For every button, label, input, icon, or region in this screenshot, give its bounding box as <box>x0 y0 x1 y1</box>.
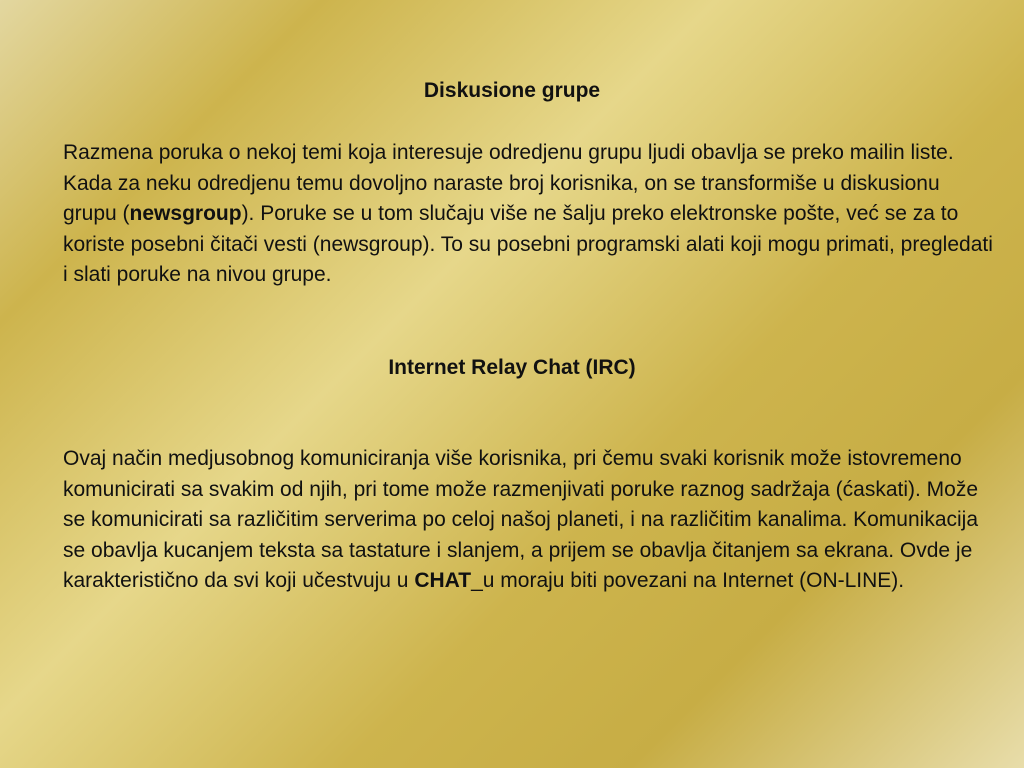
bold-term-chat: CHAT <box>414 569 472 593</box>
paragraph-text: Razmena poruka o nekoj temi koja interesuje odredjenu grupu ljudi obavlja se preko mailin liste. Kada za neku odredjenu temu dovoljno naraste broj korisnika, on se transformiše u diskusionu grupu ( <box>63 141 954 226</box>
heading-irc: Internet Relay Chat (IRC) <box>388 356 636 379</box>
paragraph-text: Ovaj način medjusobnog komuniciranja više korisnika, pri čemu svaki korisnik može istovremeno komunicirati sa svakim od njih, pri tome može razmenjivati poruke raznog sadržaja (ćaskati). Može se komunicirati sa različitim serverima po celoj našoj planeti, i na različitim kanalima. Komunikacija se obavlja kucanjem teksta sa tastature i slanjem, a prijem se obavlja čitanjem sa ekrana. Ovde je karakteristično da svi koji učestvuju u <box>63 447 979 593</box>
paragraph-discussion-groups <box>63 138 993 291</box>
heading-discussion-groups: Diskusione grupe <box>423 79 601 102</box>
bold-term-newsgroup: newsgroup <box>129 202 242 226</box>
paragraph-text: ). Poruke se u tom slučaju više ne šalju preko elektronske pošte, već se za to koriste posebni čitači vesti (newsgroup). To su posebni programski alati koji mogu primati, pregledati i slati poruke na nivou grupe. <box>63 202 993 287</box>
paragraph-irc <box>63 444 993 597</box>
paragraph-text: _u moraju biti povezani na Internet (ON-LINE). <box>471 569 905 593</box>
